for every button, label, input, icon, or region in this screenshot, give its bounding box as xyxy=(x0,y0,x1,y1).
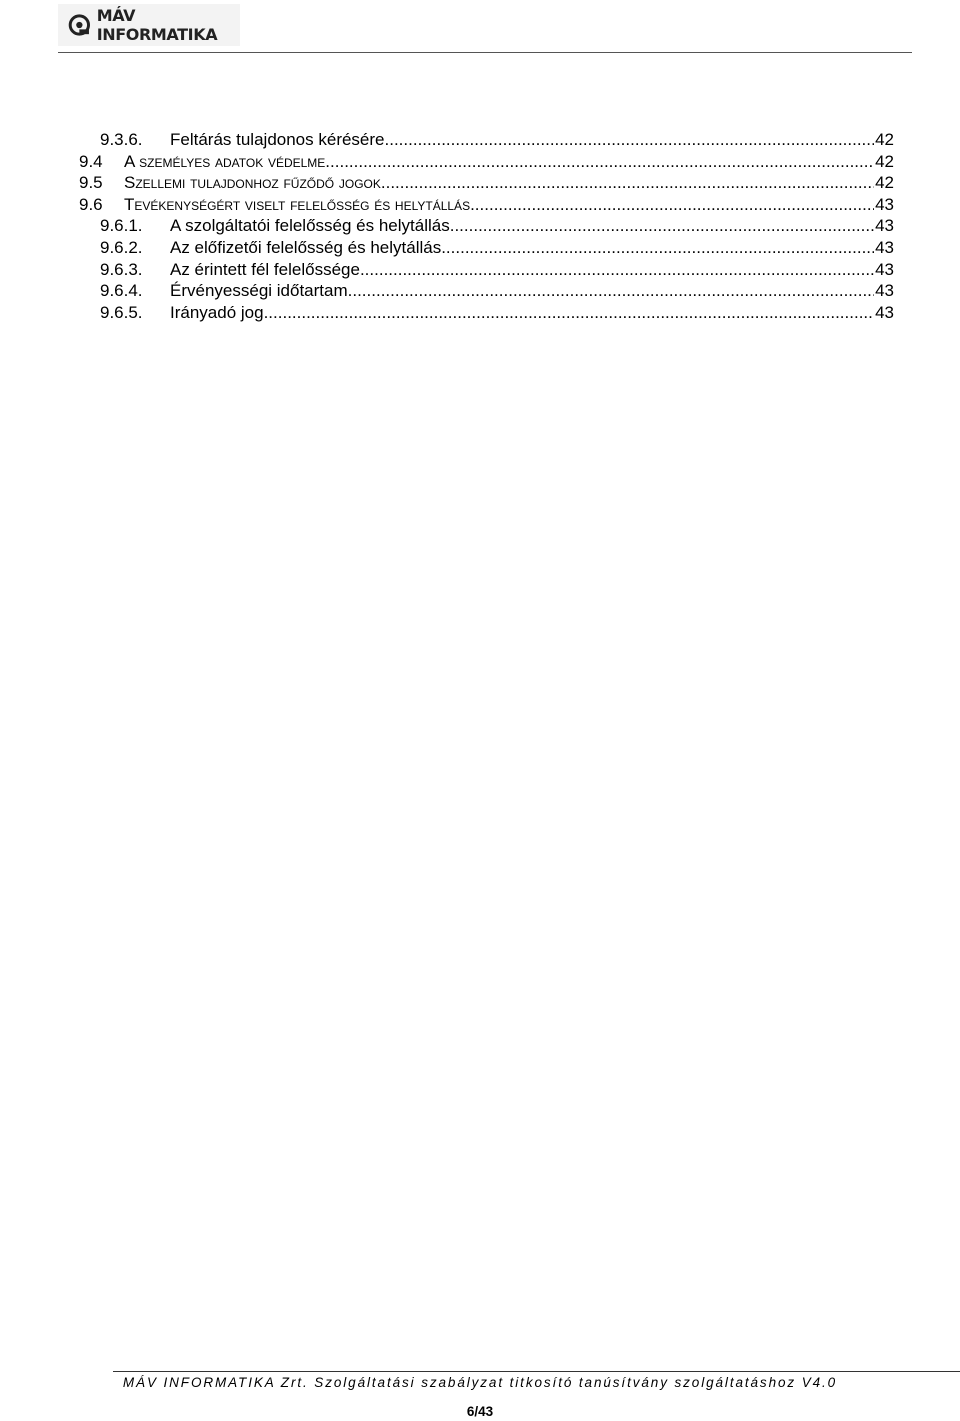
toc-entry-title: Feltárás tulajdonos kérésére xyxy=(170,130,385,149)
mav-logo-icon xyxy=(68,12,91,38)
toc-dot-leader xyxy=(348,280,874,302)
toc-entry-page: 43 xyxy=(875,281,894,301)
toc-entry-number: 9.4 xyxy=(79,151,103,171)
toc-dot-leader xyxy=(381,172,874,194)
toc-entry[interactable] xyxy=(79,259,894,281)
toc-entry[interactable] xyxy=(79,215,894,237)
toc-dot-leader xyxy=(325,151,874,173)
footer-document-title: MÁV INFORMATIKA Zrt. Szolgáltatási szabályzat titkosító tanúsítvány szolgáltatáshoz V4.0 xyxy=(122,1375,838,1390)
logo-text: MÁV INFORMATIKA xyxy=(96,6,218,44)
header-divider xyxy=(58,52,912,53)
toc-entry-page: 43 xyxy=(875,259,894,279)
toc-entry[interactable] xyxy=(79,129,894,151)
toc-entry-number: 9.6.4. xyxy=(100,281,143,301)
toc-entry-number: 9.5 xyxy=(79,173,103,193)
toc-entry-number: 9.6.3. xyxy=(100,259,143,279)
toc-entry[interactable] xyxy=(79,172,894,194)
toc-entry-number: 9.6.5. xyxy=(100,302,143,322)
toc-entry-number: 9.6.1. xyxy=(100,216,143,236)
toc-entry-title: Az érintett fél felelőssége xyxy=(170,259,360,279)
toc-entry-title: Az előfizetői felelősség és helytállás xyxy=(170,237,442,257)
toc-dot-leader xyxy=(360,259,874,281)
toc-entry-number: 9.3.6. xyxy=(100,130,143,149)
toc-entry[interactable] xyxy=(79,151,894,173)
toc-entry-number: 9.6 xyxy=(79,194,103,214)
toc-entry[interactable] xyxy=(79,280,894,302)
toc-entry-page: 42 xyxy=(875,151,894,171)
toc-dot-leader xyxy=(470,194,874,216)
toc-entry[interactable] xyxy=(79,302,894,324)
toc-entry-title: Tevékenységért viselt felelősség és helytállás xyxy=(124,194,471,214)
company-logo xyxy=(58,4,240,46)
toc-entry-page: 42 xyxy=(875,130,894,149)
footer-page-number: 6/43 xyxy=(466,1404,494,1419)
toc-entry-page: 42 xyxy=(875,173,894,193)
toc-entry-title: A szolgáltatói felelősség és helytállás xyxy=(170,216,450,236)
toc-entry[interactable] xyxy=(79,194,894,216)
toc-entry-page: 43 xyxy=(875,194,894,214)
toc-dot-leader xyxy=(264,302,875,324)
toc-entry-page: 43 xyxy=(875,216,894,236)
footer-divider xyxy=(113,1371,960,1372)
toc-entry-title: Érvényességi időtartam xyxy=(170,281,348,301)
toc-entry-title: Szellemi tulajdonhoz fűződő jogok xyxy=(124,173,381,193)
toc-dot-leader xyxy=(450,215,874,237)
page-header xyxy=(0,0,960,56)
toc-dot-leader xyxy=(441,237,874,259)
toc-entry[interactable] xyxy=(79,237,894,259)
table-of-contents xyxy=(79,129,894,323)
toc-entry-page: 43 xyxy=(875,302,894,322)
toc-entry-title: Irányadó jog xyxy=(170,302,264,322)
toc-entry-page: 43 xyxy=(875,237,894,257)
toc-entry-number: 9.6.2. xyxy=(100,237,143,257)
toc-dot-leader xyxy=(385,129,875,151)
toc-entry-title: A személyes adatok védelme xyxy=(124,151,326,171)
